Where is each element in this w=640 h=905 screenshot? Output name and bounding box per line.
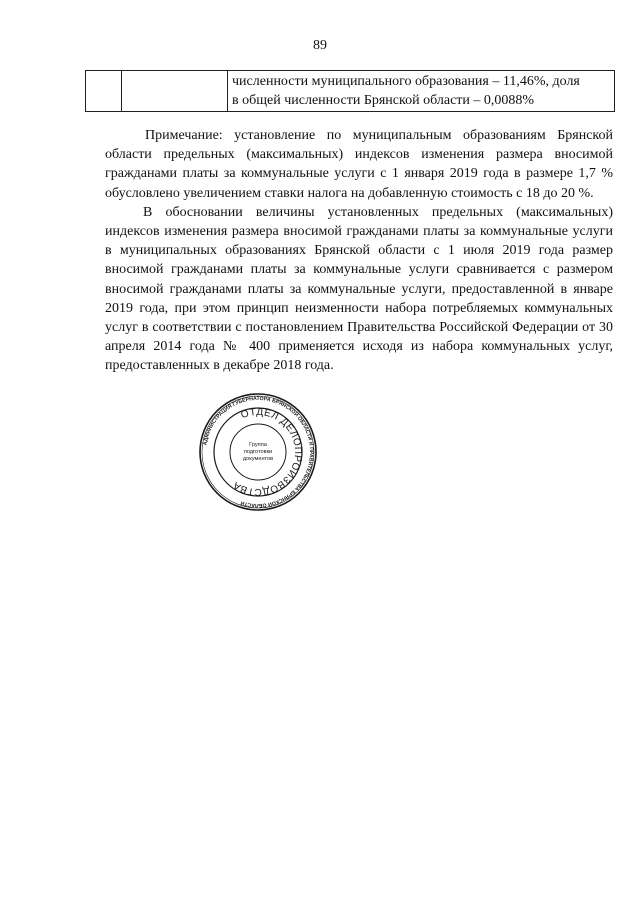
table-line-2: в общей численности Брянской области – 0,0088%	[232, 93, 535, 108]
stamp-ring-text: ОТДЕЛ ДЕЛОПРОИЗВОДСТВА	[231, 406, 304, 498]
table-row	[86, 71, 615, 112]
justification-paragraph: В обосновании величины установленных предельных (максимальных) индексов изменения размера вносимой гражданами платы за коммунальные услуги в муниципальных образованиях Брянской области с 1 июля 2019 года размер вносимой гражданами платы за коммунальные услуги сравнивается с размером вносимой гражданами платы за коммунальные услуги, предоставленной в январе 2019 года, при этом принцип неизменности набора потребляемых коммунальных услуг в соответствии с постановлением Правительства Российской Федерации от 30 апреля 2014 года № 400 применяется исходя из набора коммунальных услуг, предоставленных в декабре 2018 года.	[105, 204, 613, 374]
stamp-center-line-2: подготовки	[243, 449, 273, 455]
body-text	[105, 126, 613, 376]
official-stamp	[198, 392, 318, 512]
table-cell-text	[228, 71, 615, 112]
stamp-center-line-3: документов	[242, 456, 274, 462]
stamp-outer-text: АДМИНИСТРАЦИЯ ГУБЕРНАТОРА БРЯНСКОЙ ОБЛАСТИ И ПРАВИТЕЛЬСТВА БРЯНСКОЙ ОБЛАСТИ	[202, 395, 315, 509]
table-cell-empty-2	[122, 71, 228, 112]
table-line-1: численности муниципального образования – 11,46%, доля	[232, 74, 580, 89]
continuation-table	[85, 70, 615, 112]
page-number: 89	[313, 38, 327, 53]
stamp-center-line-1: Группа	[249, 442, 267, 448]
table-cell-empty-1	[86, 71, 122, 112]
note-paragraph: Примечание: установление по муниципальным образованиям Брянской области предельных (максимальных) индексов изменения размера вносимой гражданами платы за коммунальные услуги с 1 января 2019 года в размере 1,7 % обусловлено увеличением ставки налога на добавленную стоимость с 18 до 20 %.	[105, 128, 613, 201]
